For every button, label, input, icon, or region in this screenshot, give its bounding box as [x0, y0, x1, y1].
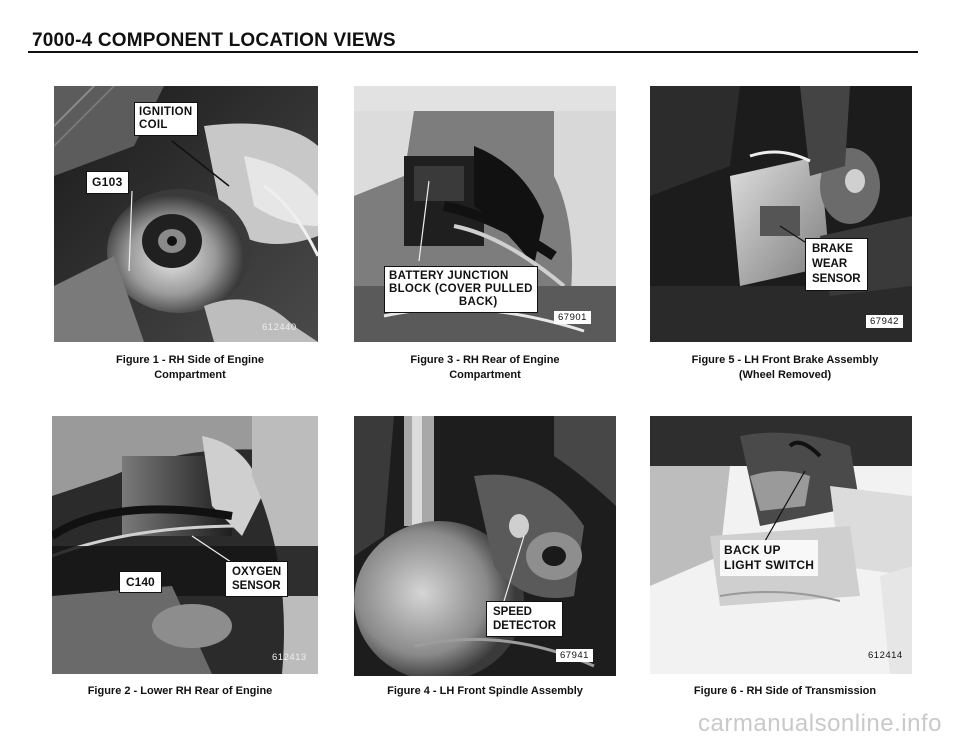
- figure-2-caption: Figure 2 - Lower RH Rear of Engine: [87, 685, 273, 697]
- callout-oxygen-sensor: OXYGEN SENSOR: [225, 561, 288, 597]
- photo-number: 67901: [554, 311, 591, 324]
- figure-3-caption: Figure 3 - RH Rear of Engine Compartment: [410, 354, 560, 381]
- figure-5-caption: Figure 5 - LH Front Brake Assembly (Wheel Removed): [691, 354, 879, 381]
- photo-number: 67941: [556, 649, 593, 662]
- figure-1-caption: Figure 1 - RH Side of Engine Compartment: [116, 354, 264, 381]
- engine-photo-illustration: [52, 416, 318, 674]
- header-rule: [28, 51, 918, 53]
- callout-backup-light-switch: BACK UP LIGHT SWITCH: [720, 540, 818, 576]
- spindle-photo-illustration: [354, 416, 616, 676]
- figure-4-photo: [354, 416, 616, 676]
- callout-g103: G103: [86, 171, 129, 194]
- figure-2-photo: [52, 416, 318, 674]
- figure-6-photo: [650, 416, 912, 674]
- figure-6-caption: Figure 6 - RH Side of Transmission: [693, 685, 877, 697]
- figure-4-caption: Figure 4 - LH Front Spindle Assembly: [387, 685, 583, 697]
- photo-number: 612413: [272, 652, 307, 663]
- figure-5-photo: [650, 86, 912, 342]
- callout-ignition-coil: IGNITION COIL: [134, 102, 198, 136]
- callout-c140: C140: [119, 571, 162, 593]
- photo-number: 612440: [262, 322, 297, 333]
- page-title: 7000-4 COMPONENT LOCATION VIEWS: [32, 30, 396, 51]
- figure-1-photo: [54, 86, 318, 342]
- photo-number: 67942: [866, 315, 903, 328]
- callout-battery-junction-block: BATTERY JUNCTION BLOCK (COVER PULLED BACK): [384, 266, 538, 313]
- photo-number: 612414: [868, 650, 903, 661]
- callout-brake-wear-sensor: BRAKE WEAR SENSOR: [805, 238, 868, 291]
- watermark-url: carmanualsonline.info: [698, 710, 942, 737]
- callout-speed-detector: SPEED DETECTOR: [486, 601, 563, 637]
- brake-photo-illustration: [650, 86, 912, 342]
- page-header: [28, 28, 918, 54]
- figure-3-photo: [354, 86, 616, 342]
